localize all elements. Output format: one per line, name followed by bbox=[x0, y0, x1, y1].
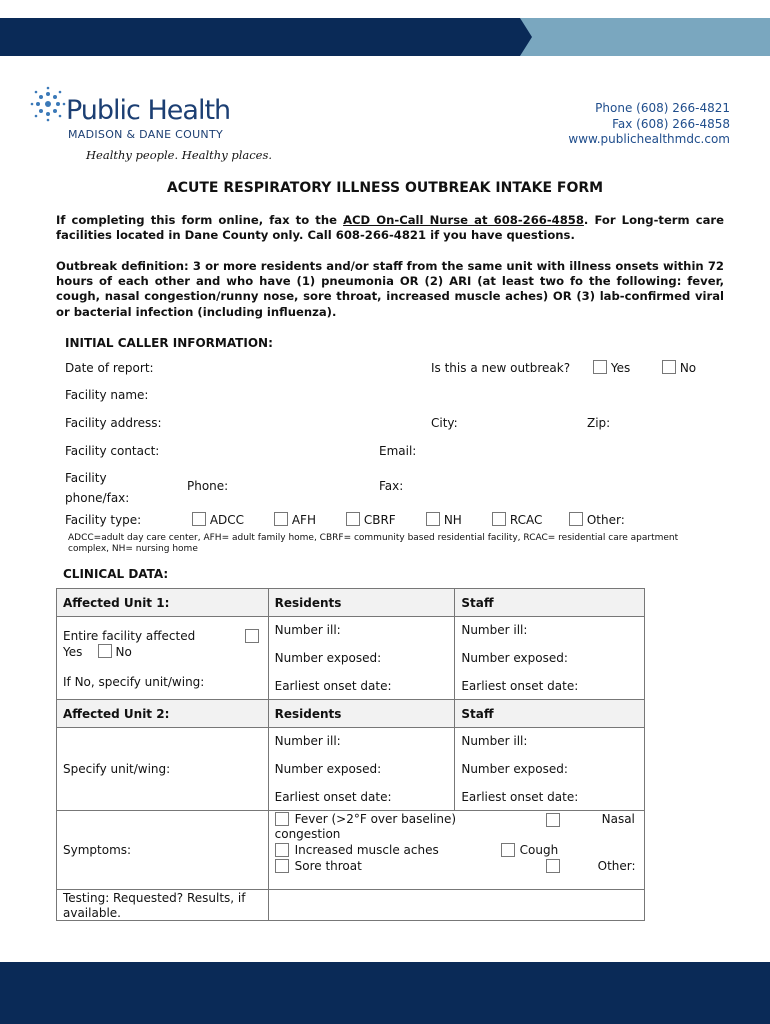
unit2-residents-cell bbox=[268, 728, 455, 811]
unit2-staff-cell bbox=[455, 728, 645, 811]
new-outbreak-label: Is this a new outbreak? bbox=[431, 361, 571, 375]
cbrf-label: CBRF bbox=[363, 513, 396, 527]
fever-label: Fever (>2°F over baseline) bbox=[294, 812, 457, 826]
unit1-staff-ill: Number ill: bbox=[461, 623, 528, 637]
facility-phonefax-label bbox=[65, 468, 129, 508]
unit1-residents-cell bbox=[268, 617, 455, 700]
contact-block bbox=[568, 101, 730, 148]
type-other bbox=[569, 512, 625, 527]
intro-text-end: . For Long-term care facilities located in Dane County only. Call 608-266-4821 if you have questions. bbox=[56, 213, 724, 243]
unit1-res-ill: Number ill: bbox=[274, 623, 341, 637]
rcac-label: RCAC bbox=[509, 513, 543, 527]
unit1-res-onset: Earliest onset date: bbox=[274, 679, 392, 693]
entire-no-checkbox[interactable] bbox=[98, 644, 112, 658]
facility-type-label: Facility type: bbox=[65, 513, 142, 527]
contact-fax: Fax (608) 266-4858 bbox=[612, 116, 730, 131]
specify-unit-label: Specify unit/wing: bbox=[63, 762, 171, 776]
type-nh bbox=[426, 512, 462, 527]
yes-label: Yes bbox=[610, 361, 631, 375]
phonefax-line1: Facility bbox=[65, 471, 107, 485]
rcac-checkbox[interactable] bbox=[492, 512, 506, 526]
date-of-report-label: Date of report: bbox=[65, 361, 154, 375]
phonefax-line2: phone/fax: bbox=[65, 491, 130, 505]
entire-no-label: No bbox=[115, 645, 132, 659]
unit2-label: Affected Unit 2: bbox=[57, 700, 269, 728]
cough-checkbox[interactable] bbox=[501, 843, 515, 857]
zip-label: Zip: bbox=[587, 416, 611, 430]
entire-facility-label: Entire facility affected bbox=[63, 629, 196, 643]
other-checkbox[interactable] bbox=[569, 512, 583, 526]
staff-header-2: Staff bbox=[455, 700, 645, 728]
residents-header-2: Residents bbox=[268, 700, 455, 728]
other-symptom-checkbox[interactable] bbox=[546, 859, 560, 873]
unit1-staff-onset: Earliest onset date: bbox=[461, 679, 579, 693]
new-outbreak-no bbox=[662, 360, 696, 375]
footer-banner bbox=[0, 962, 770, 1024]
outbreak-definition: Outbreak definition: 3 or more residents and/or staff from the same unit with illness onsets within 72 hours of each other and who have (1) pneumonia OR (2) ARI (at least two fo the following: fever, cough, nasal congestion/runny nose, sore throat, increased muscle aches) OR (3) lab-confirmed viral or bacterial infection (including influenza). bbox=[56, 259, 724, 319]
nasal-checkbox[interactable] bbox=[546, 813, 560, 827]
unit2-res-ill: Number ill: bbox=[274, 734, 341, 748]
unit1-staff-exposed: Number exposed: bbox=[461, 651, 568, 665]
residents-header: Residents bbox=[268, 589, 455, 617]
intro-text: If completing this form online, fax to the bbox=[56, 213, 344, 227]
no-checkbox[interactable] bbox=[662, 360, 676, 374]
symptoms-label: Symptoms: bbox=[63, 843, 132, 857]
testing-label-cell bbox=[57, 890, 269, 921]
cbrf-checkbox[interactable] bbox=[346, 512, 360, 526]
facility-contact-label: Facility contact: bbox=[65, 444, 160, 458]
other-label: Other: bbox=[586, 513, 625, 527]
facility-type-legend: ADCC=adult day care center, AFH= adult family home, CBRF= community based residential facility, RCAC= residential care apartment complex, NH= nursing home bbox=[68, 533, 679, 554]
nh-label: NH bbox=[443, 513, 462, 527]
unit2-body-row bbox=[57, 728, 645, 811]
caller-heading: INITIAL CALLER INFORMATION: bbox=[65, 336, 273, 350]
facility-address-label: Facility address: bbox=[65, 416, 162, 430]
nasal-label: Nasal bbox=[601, 812, 635, 826]
entire-facility-yes bbox=[63, 644, 132, 659]
adcc-label: ADCC bbox=[209, 513, 245, 527]
unit1-body-row bbox=[57, 617, 645, 700]
sore-throat-label: Sore throat bbox=[294, 859, 362, 873]
org-name: Public Health bbox=[66, 95, 231, 126]
unit1-label: Affected Unit 1: bbox=[57, 589, 269, 617]
testing-row bbox=[57, 890, 645, 921]
unit1-staff-cell bbox=[455, 617, 645, 700]
unit2-staff-exposed: Number exposed: bbox=[461, 762, 568, 776]
header-banner bbox=[0, 18, 770, 56]
symptoms-options-cell bbox=[268, 811, 644, 890]
fax-label: Fax: bbox=[379, 479, 404, 493]
type-afh bbox=[274, 512, 316, 527]
unit2-res-exposed: Number exposed: bbox=[274, 762, 382, 776]
nh-checkbox[interactable] bbox=[426, 512, 440, 526]
contact-phone: Phone (608) 266-4821 bbox=[595, 101, 730, 115]
fever-checkbox[interactable] bbox=[275, 812, 289, 826]
type-cbrf bbox=[346, 512, 396, 527]
type-rcac bbox=[492, 512, 542, 527]
muscle-aches-label: Increased muscle aches bbox=[294, 843, 439, 857]
staff-header: Staff bbox=[455, 589, 645, 617]
cough-label: Cough bbox=[519, 843, 559, 857]
unit2-res-onset: Earliest onset date: bbox=[274, 790, 392, 804]
form-title: ACUTE RESPIRATORY ILLNESS OUTBREAK INTAKE FORM bbox=[166, 180, 604, 196]
entire-facility-checkbox[interactable] bbox=[245, 629, 259, 643]
city-label: City: bbox=[431, 416, 458, 430]
sore-throat-checkbox[interactable] bbox=[275, 859, 289, 873]
facility-name-label: Facility name: bbox=[65, 388, 149, 402]
afh-label: AFH bbox=[291, 513, 316, 527]
contact-website[interactable]: www.publichealthmdc.com bbox=[568, 132, 730, 146]
testing-label: Testing: Requested? Results, if available. bbox=[63, 891, 246, 920]
type-adcc bbox=[192, 512, 244, 527]
unit2-staff-ill: Number ill: bbox=[461, 734, 528, 748]
testing-value-cell[interactable] bbox=[268, 890, 644, 921]
symptoms-label-cell bbox=[57, 811, 269, 890]
unit1-res-exposed: Number exposed: bbox=[274, 651, 382, 665]
email-label: Email: bbox=[379, 444, 417, 458]
unit2-header-row bbox=[57, 700, 645, 728]
intro-paragraph bbox=[56, 213, 724, 243]
symptoms-row bbox=[57, 811, 645, 890]
public-health-logo-icon bbox=[30, 86, 66, 122]
fever-label-cont: congestion bbox=[274, 827, 341, 841]
clinical-data-table bbox=[56, 588, 645, 921]
unit2-staff-onset: Earliest onset date: bbox=[461, 790, 579, 804]
afh-checkbox[interactable] bbox=[274, 512, 288, 526]
unit1-header-row bbox=[57, 589, 645, 617]
phone-label: Phone: bbox=[187, 479, 229, 493]
header-banner-accent bbox=[520, 18, 770, 56]
unit1-left-cell bbox=[57, 617, 269, 700]
specify-if-no-label: If No, specify unit/wing: bbox=[63, 675, 205, 689]
muscle-aches-checkbox[interactable] bbox=[275, 843, 289, 857]
entire-yes-label: Yes bbox=[63, 645, 83, 659]
adcc-checkbox[interactable] bbox=[192, 512, 206, 526]
other-symptom-label: Other: bbox=[597, 859, 636, 873]
new-outbreak-yes bbox=[593, 360, 630, 375]
yes-checkbox[interactable] bbox=[593, 360, 607, 374]
unit2-left-cell bbox=[57, 728, 269, 811]
org-tagline: Healthy people. Healthy places. bbox=[86, 148, 273, 162]
org-subtitle: MADISON & DANE COUNTY bbox=[68, 128, 224, 141]
clinical-heading: CLINICAL DATA: bbox=[63, 567, 169, 581]
on-call-nurse-link[interactable]: ACD On-Call Nurse at 608-266-4858 bbox=[343, 213, 584, 227]
no-label: No bbox=[679, 361, 697, 375]
